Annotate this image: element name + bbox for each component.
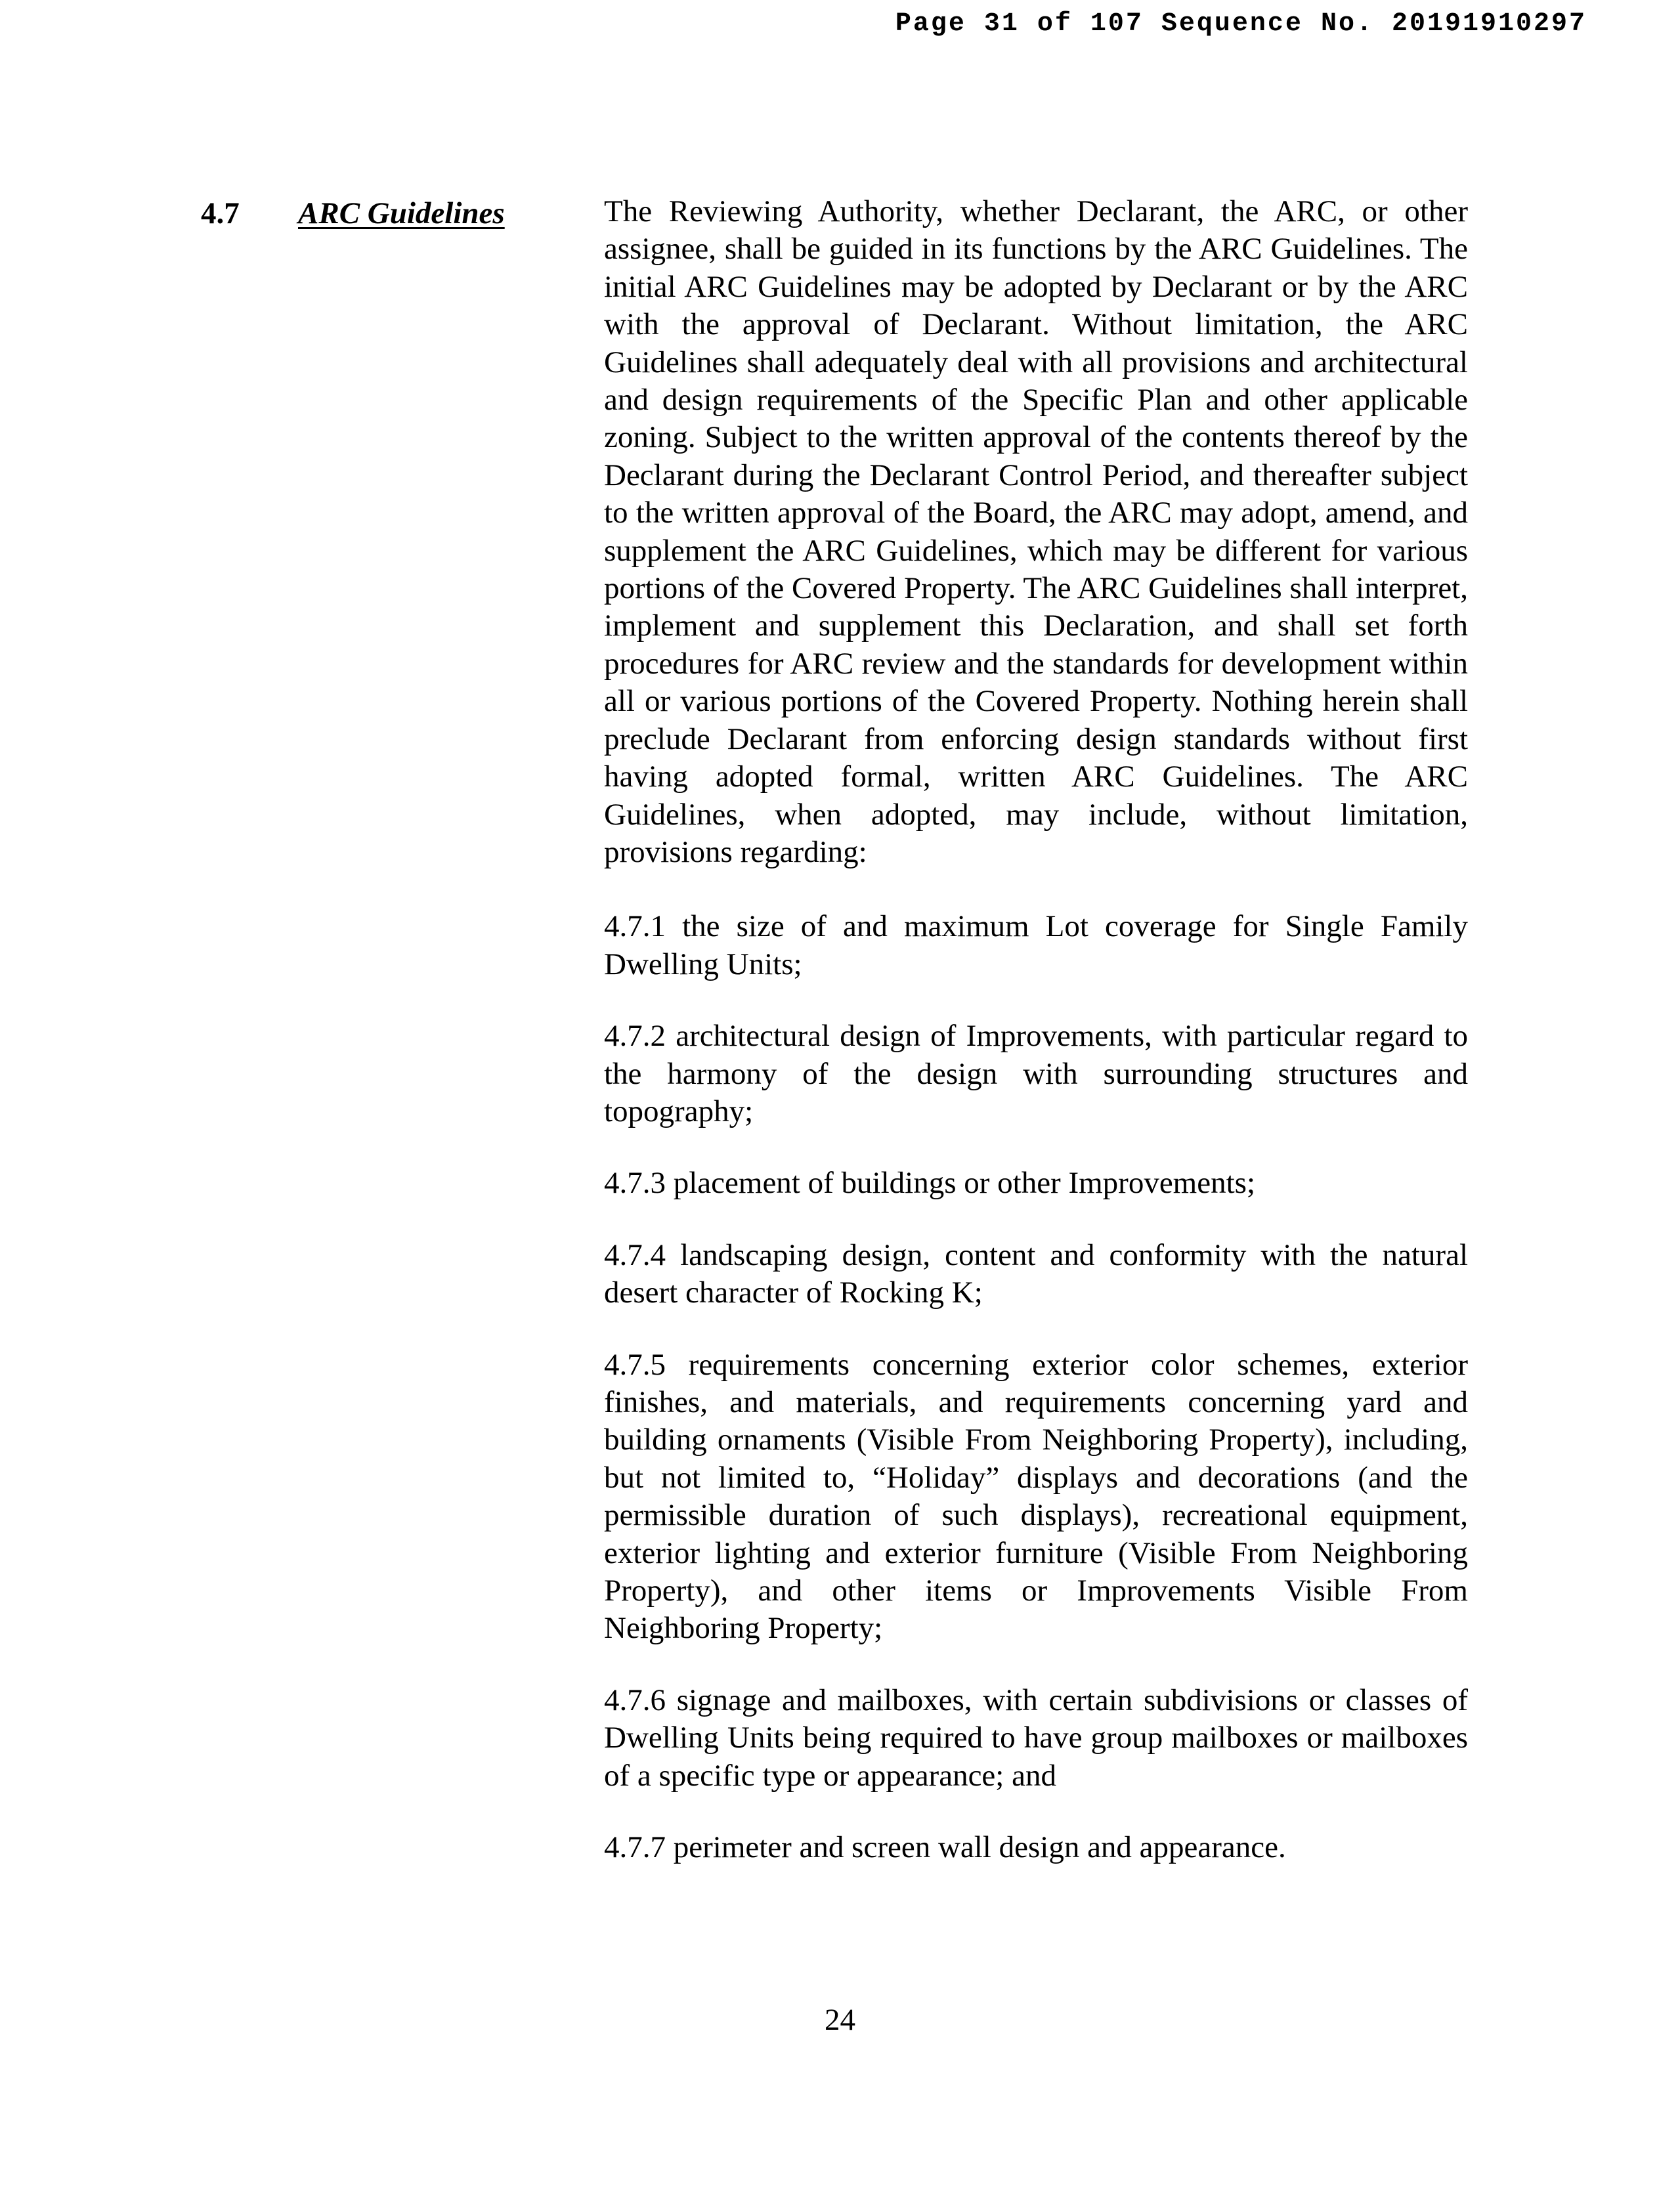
section-title: ARC Guidelines [298, 196, 505, 230]
list-item-4-7-5: 4.7.5 requirements concerning exterior color schemes, exterior finishes, and materials, and requirements concerning yard and building ornaments (Visible From Neighboring Property), including, but not limited to, “Holiday” displays and decorations (and the permissible duration of such displays), recreational equipment, exterior lighting and exterior furniture (Visible From Neighboring Property), and other items or Improvements Visible From Neighboring Property; [604, 1347, 1468, 1646]
list-item-4-7-2: 4.7.2 architectural design of Improvements, with particular regard to the harmony of the design with surrounding structures and topography; [604, 1019, 1468, 1128]
list-item-4-7-3: 4.7.3 placement of buildings or other Improvements; [604, 1166, 1256, 1201]
page-header: Page 31 of 107 Sequence No. 20191910297 [895, 9, 1587, 39]
page-number: 24 [825, 2003, 855, 2037]
list-item-4-7-7: 4.7.7 perimeter and screen wall design and appearance. [604, 1830, 1286, 1865]
section-body [604, 193, 1468, 1866]
section-intro-paragraph: The Reviewing Authority, whether Declarant, the ARC, or other assignee, shall be guided in its functions by the ARC Guidelines. The initial ARC Guidelines may be adopted by Declarant or by the ARC with the approval of Declarant. Without limitation, the ARC Guidelines shall adequately deal with all provisions and architectural and design requirements of the Specific Plan and other applicable zoning. Subject to the written approval of the contents thereof by the Declarant during the Declarant Control Period, and thereafter subject to the written approval of the Board, the ARC may adopt, amend, and supplement the ARC Guidelines, which may be different for various portions of the Covered Property. The ARC Guidelines shall interpret, implement and supplement this Declaration, and shall set forth procedures for ARC review and the standards for development within all or various portions of the Covered Property. Nothing herein shall preclude Declarant from enforcing design standards without first having adopted formal, written ARC Guidelines. The ARC Guidelines, when adopted, may include, without limitation, provisions regarding: [604, 194, 1468, 869]
list-item-4-7-4: 4.7.4 landscaping design, content and conformity with the natural desert character of Rocking K; [604, 1237, 1468, 1310]
list-item-4-7-6: 4.7.6 signage and mailboxes, with certain subdivisions or classes of Dwelling Units being required to have group mailboxes or mailboxes of a specific type or appearance; and [604, 1682, 1468, 1793]
list-item-4-7-1: 4.7.1 the size of and maximum Lot coverage for Single Family Dwelling Units; [604, 909, 1468, 981]
section-number: 4.7 [201, 196, 240, 230]
